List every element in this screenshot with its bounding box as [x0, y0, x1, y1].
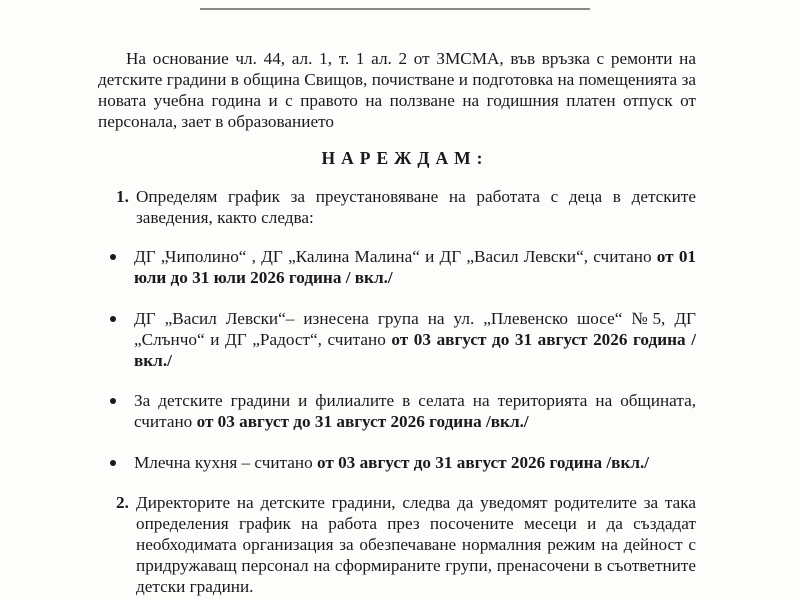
- bullet-text: Млечна кухня – считано: [134, 453, 317, 472]
- bullet-text-wrap: [134, 246, 696, 288]
- bullet-text-wrap: [134, 452, 696, 473]
- bullet-text: ДГ „Чиполино“ , ДГ „Калина Малина“ и ДГ „Васил Левски“, считано: [134, 247, 657, 266]
- bullet-period: от 03 август до 31 август 2026 година /вкл./: [316, 453, 650, 472]
- bullet-icon: [110, 254, 116, 260]
- bullet-period: от 03 август до 31 август 2026 година /вкл./: [196, 412, 529, 431]
- item-text: Директорите на детските градини, следва да уведомят родителите за така определения график на работа през посочените месеци и да създадат необходимата организация за обезпечаване нормалния режим на дейност с придружаващ персонал на сформираните групи, пренасочени в съответните детски градини.: [136, 493, 696, 596]
- item-text: Определям график за преустановяване на работата с деца в детските заведения, както следва:: [136, 187, 696, 227]
- intro-paragraph: На основание чл. 44, ал. 1, т. 1 ал. 2 от ЗМСМА, във връзка с ремонти на детските градини в община Свищов, почистване и подготовка на помещенията за новата учебна година и с правото на ползване на годишния платен отпуск от персонала, зает в образованието: [98, 49, 696, 131]
- bullet-text: За детските градини и филиалите в селата на територията на общината, считано: [134, 391, 696, 431]
- order-heading: НАРЕЖДАМ:: [321, 148, 489, 168]
- bullet-period: от 03 август до 31 август 2026 година /вкл./: [134, 330, 696, 370]
- item-number: 1.: [116, 187, 129, 206]
- bullet-icon: [110, 460, 116, 466]
- bullet-icon: [110, 398, 116, 404]
- bullet-text-wrap: [134, 308, 696, 371]
- bullet-text-wrap: [134, 390, 696, 432]
- cropped-header-line: [200, 0, 590, 10]
- bullet-text: ДГ „Васил Левски“– изнесена група на ул. „Плевенско шосе“ №5, ДГ „Слънчо“ и ДГ „Радост“, считано: [134, 309, 696, 349]
- item-number: 2.: [116, 493, 129, 512]
- bullet-period: от 01 юли до 31 юли 2026 година / вкл./: [134, 247, 697, 287]
- bullet-icon: [110, 316, 116, 322]
